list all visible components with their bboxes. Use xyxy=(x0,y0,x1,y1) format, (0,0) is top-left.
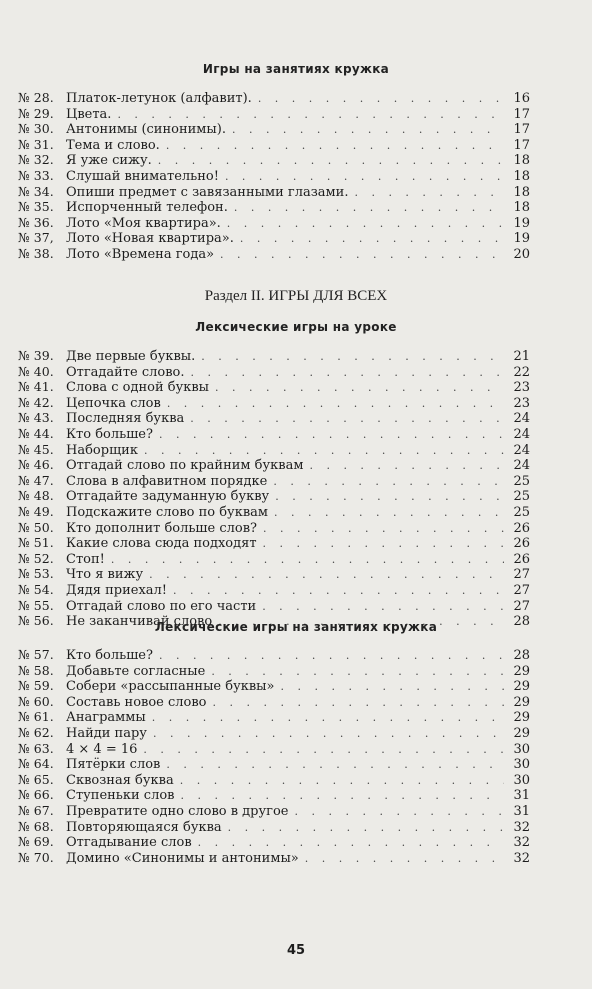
toc-list-club-games xyxy=(18,90,530,262)
entry-number: № 57. xyxy=(18,647,54,662)
toc-entry xyxy=(18,678,530,694)
toc-entry xyxy=(18,566,530,582)
entry-page-number: 19 xyxy=(513,215,530,231)
toc-entry xyxy=(18,230,530,246)
toc-entry xyxy=(18,364,530,380)
dot-leader xyxy=(153,726,504,742)
entry-number: № 66. xyxy=(18,787,54,803)
section-heading-lesson-games: Лексические игры на уроке xyxy=(195,320,397,334)
entry-title: Опиши предмет с завязанными глазами. xyxy=(66,184,349,200)
entry-title: Найди пару xyxy=(66,725,147,741)
entry-page-number: 26 xyxy=(513,520,530,536)
dot-leader xyxy=(117,107,504,123)
dot-leader xyxy=(215,380,504,396)
toc-entry xyxy=(18,488,530,504)
dot-leader xyxy=(111,552,504,568)
entry-page-number: 24 xyxy=(513,442,530,458)
entry-number: № 49. xyxy=(18,503,54,519)
entry-title: Цепочка слов xyxy=(66,395,161,411)
dot-leader xyxy=(275,489,504,505)
entry-number: № 70. xyxy=(18,849,54,865)
entry-number: № 67. xyxy=(18,802,54,818)
entry-page-number: 27 xyxy=(513,567,530,583)
entry-number: № 45. xyxy=(18,441,54,457)
dot-leader xyxy=(166,757,504,773)
dot-leader xyxy=(190,411,504,427)
entry-title: Отгадай слово по крайним буквам xyxy=(66,458,304,474)
section-heading-club-games: Игры на занятиях кружка xyxy=(202,62,390,76)
entry-number: № 48. xyxy=(18,488,54,504)
dot-leader xyxy=(149,567,504,583)
entry-page-number: 31 xyxy=(513,803,530,819)
entry-title: Испорченный телефон. xyxy=(66,200,228,216)
toc-list-lexical-club-games xyxy=(18,647,530,865)
entry-number: № 52. xyxy=(18,550,54,566)
entry-title: Наборщик xyxy=(66,442,138,458)
section-heading-lexical-club-games: Лексические игры на занятиях кружка xyxy=(154,620,438,634)
toc-entry xyxy=(18,787,530,803)
entry-title: Кто дополнит больше слов? xyxy=(66,520,258,536)
entry-number: № 35. xyxy=(18,199,54,215)
entry-title: Не заканчивай слово xyxy=(66,614,213,630)
dot-leader xyxy=(354,185,504,201)
entry-title: Домино «Синонимы и антонимы» xyxy=(66,850,299,866)
entry-number: № 47. xyxy=(18,472,54,488)
dot-leader xyxy=(198,835,504,851)
entry-page-number: 19 xyxy=(513,231,530,247)
entry-number: № 50. xyxy=(18,519,54,535)
toc-entry xyxy=(18,442,530,458)
entry-page-number: 25 xyxy=(513,473,530,489)
entry-title: Подскажите слово по буквам xyxy=(66,504,269,520)
dot-leader xyxy=(294,804,504,820)
entry-number: № 39. xyxy=(18,348,54,363)
dot-leader xyxy=(143,742,504,758)
toc-entry xyxy=(18,457,530,473)
entry-title: Анаграммы xyxy=(66,710,146,726)
entry-number: № 36. xyxy=(18,214,54,230)
entry-number: № 56. xyxy=(18,613,54,629)
entry-page-number: 26 xyxy=(513,536,530,552)
toc-entry xyxy=(18,850,530,866)
entry-title: Лото «Новая квартира». xyxy=(66,231,234,247)
entry-title: Что я вижу xyxy=(66,567,144,583)
dot-leader xyxy=(211,664,504,680)
entry-title: Кто больше? xyxy=(66,648,153,663)
entry-title: Лото «Моя квартира». xyxy=(66,215,221,231)
entry-title: Платок-летунок (алфавит). xyxy=(66,91,252,106)
entry-page-number: 30 xyxy=(513,741,530,757)
toc-entry xyxy=(18,756,530,772)
entry-number: № 38. xyxy=(18,245,54,261)
dot-leader xyxy=(309,458,504,474)
entry-page-number: 25 xyxy=(513,504,530,520)
toc-list-lesson-games xyxy=(18,348,530,629)
entry-title: Слова с одной буквы xyxy=(66,380,210,396)
toc-entry xyxy=(18,772,530,788)
toc-entry xyxy=(18,121,530,137)
entry-page-number: 24 xyxy=(513,411,530,427)
dot-leader xyxy=(273,474,504,490)
toc-entry xyxy=(18,379,530,395)
entry-page-number: 22 xyxy=(513,364,530,380)
toc-entry xyxy=(18,551,530,567)
toc-entry xyxy=(18,473,530,489)
toc-entry xyxy=(18,348,530,364)
entry-title: Отгадай слово по его части xyxy=(66,598,257,614)
toc-entry xyxy=(18,709,530,725)
toc-entry xyxy=(18,694,530,710)
toc-entry xyxy=(18,410,530,426)
entry-number: № 33. xyxy=(18,167,54,183)
entry-page-number: 29 xyxy=(513,725,530,741)
entry-number: № 58. xyxy=(18,662,54,678)
entry-title: Отгадайте слово. xyxy=(66,364,185,380)
dot-leader xyxy=(180,773,504,789)
dot-leader xyxy=(263,536,504,552)
entry-title: Собери «рассыпанные буквы» xyxy=(66,679,275,695)
entry-number: № 28. xyxy=(18,90,54,105)
toc-entry xyxy=(18,520,530,536)
toc-entry xyxy=(18,598,530,614)
entry-page-number: 26 xyxy=(513,551,530,567)
dot-leader xyxy=(258,91,504,107)
dot-leader xyxy=(227,216,504,232)
entry-page-number: 32 xyxy=(513,819,530,835)
entry-number: № 43. xyxy=(18,410,54,426)
dot-leader xyxy=(213,695,505,711)
entry-page-number: 18 xyxy=(513,153,530,169)
toc-entry xyxy=(18,647,530,663)
entry-title: Дядя приехал! xyxy=(66,582,168,598)
entry-page-number: 29 xyxy=(513,694,530,710)
entry-number: № 34. xyxy=(18,183,54,199)
entry-title: Слушай внимательно! xyxy=(66,168,219,184)
part-title: Раздел II. ИГРЫ ДЛЯ ВСЕХ xyxy=(204,288,388,304)
dot-leader xyxy=(158,153,504,169)
entry-page-number: 24 xyxy=(513,426,530,442)
entry-page-number: 27 xyxy=(513,582,530,598)
entry-number: № 64. xyxy=(18,756,54,772)
dot-leader xyxy=(181,788,505,804)
page-number: 45 xyxy=(286,943,306,958)
toc-entry xyxy=(18,395,530,411)
entry-title: Слова в алфавитном порядке xyxy=(66,473,268,489)
entry-title: Последняя буква xyxy=(66,411,185,427)
toc-entry xyxy=(18,504,530,520)
entry-page-number: 30 xyxy=(513,772,530,788)
toc-entry xyxy=(18,426,530,442)
entry-title: Тема и слово. xyxy=(66,137,160,153)
dot-leader xyxy=(144,443,504,459)
entry-title: Цвета. xyxy=(66,106,112,122)
entry-page-number: 17 xyxy=(513,137,530,153)
entry-title: Пятёрки слов xyxy=(66,757,161,773)
entry-page-number: 17 xyxy=(513,106,530,122)
entry-number: № 30. xyxy=(18,121,54,137)
dot-leader xyxy=(225,169,504,185)
entry-number: № 59. xyxy=(18,678,54,694)
entry-page-number: 17 xyxy=(513,122,530,138)
entry-number: № 32. xyxy=(18,152,54,168)
toc-entry xyxy=(18,199,530,215)
toc-entry xyxy=(18,137,530,153)
entry-number: № 42. xyxy=(18,394,54,410)
entry-number: № 68. xyxy=(18,818,54,834)
toc-entry xyxy=(18,803,530,819)
entry-number: № 65. xyxy=(18,771,54,787)
entry-number: № 61. xyxy=(18,709,54,725)
entry-number: № 31. xyxy=(18,136,54,152)
dot-leader xyxy=(159,648,504,664)
dot-leader xyxy=(167,396,504,412)
entry-page-number: 21 xyxy=(513,349,530,364)
dot-leader xyxy=(159,427,504,443)
entry-number: № 41. xyxy=(18,379,54,395)
toc-entry xyxy=(18,535,530,551)
toc-entry xyxy=(18,663,530,679)
dot-leader xyxy=(305,851,504,867)
toc-entry xyxy=(18,725,530,741)
entry-page-number: 28 xyxy=(513,614,530,630)
entry-title: Добавьте согласные xyxy=(66,663,206,679)
entry-page-number: 20 xyxy=(513,246,530,262)
entry-title: 4 × 4 = 16 xyxy=(66,741,138,757)
toc-entry xyxy=(18,215,530,231)
entry-page-number: 18 xyxy=(513,200,530,216)
entry-title: Составь новое слово xyxy=(66,694,207,710)
entry-number: № 51. xyxy=(18,535,54,551)
dot-leader xyxy=(240,231,504,247)
entry-page-number: 23 xyxy=(513,380,530,396)
entry-page-number: 18 xyxy=(513,168,530,184)
entry-number: № 54. xyxy=(18,581,54,597)
dot-leader xyxy=(232,122,504,138)
toc-entry xyxy=(18,246,530,262)
entry-page-number: 24 xyxy=(513,458,530,474)
entry-number: № 46. xyxy=(18,457,54,473)
entry-number: № 37, xyxy=(18,230,54,246)
entry-title: Кто больше? xyxy=(66,426,153,442)
toc-entry xyxy=(18,819,530,835)
toc-entry xyxy=(18,152,530,168)
entry-number: № 53. xyxy=(18,566,54,582)
entry-title: Антонимы (синонимы). xyxy=(66,122,226,138)
entry-number: № 55. xyxy=(18,597,54,613)
dot-leader xyxy=(220,247,504,263)
entry-page-number: 30 xyxy=(513,757,530,773)
dot-leader xyxy=(274,505,504,521)
entry-title: Отгадывание слов xyxy=(66,835,192,851)
dot-leader xyxy=(234,200,504,216)
entry-number: № 40. xyxy=(18,363,54,379)
toc-entry xyxy=(18,90,530,106)
dot-leader xyxy=(201,349,504,365)
entry-title: Превратите одно слово в другое xyxy=(66,803,289,819)
toc-entry xyxy=(18,106,530,122)
entry-page-number: 28 xyxy=(513,648,530,663)
toc-entry xyxy=(18,834,530,850)
entry-title: Сквозная буква xyxy=(66,772,174,788)
entry-title: Ступеньки слов xyxy=(66,788,175,804)
toc-entry xyxy=(18,582,530,598)
dot-leader xyxy=(152,710,504,726)
entry-page-number: 16 xyxy=(513,91,530,106)
entry-title: Отгадайте задуманную букву xyxy=(66,489,270,505)
entry-page-number: 25 xyxy=(513,489,530,505)
entry-page-number: 29 xyxy=(513,663,530,679)
entry-page-number: 18 xyxy=(513,184,530,200)
entry-page-number: 32 xyxy=(513,850,530,866)
entry-number: № 60. xyxy=(18,693,54,709)
dot-leader xyxy=(262,599,504,615)
entry-title: Повторяющаяся буква xyxy=(66,819,222,835)
entry-number: № 44. xyxy=(18,425,54,441)
dot-leader xyxy=(166,138,504,154)
entry-title: Какие слова сюда подходят xyxy=(66,536,257,552)
entry-page-number: 31 xyxy=(513,788,530,804)
toc-entry xyxy=(18,741,530,757)
entry-title: Стоп! xyxy=(66,551,105,567)
toc-entry xyxy=(18,184,530,200)
dot-leader xyxy=(191,365,505,381)
dot-leader xyxy=(263,521,504,537)
entry-page-number: 27 xyxy=(513,598,530,614)
toc-entry xyxy=(18,168,530,184)
entry-page-number: 29 xyxy=(513,710,530,726)
dot-leader xyxy=(173,583,504,599)
dot-leader xyxy=(228,820,504,836)
entry-page-number: 29 xyxy=(513,679,530,695)
entry-number: № 69. xyxy=(18,834,54,850)
entry-title: Две первые буквы. xyxy=(66,349,196,364)
entry-page-number: 32 xyxy=(513,835,530,851)
entry-title: Я уже сижу. xyxy=(66,153,152,169)
dot-leader xyxy=(280,679,504,695)
entry-number: № 63. xyxy=(18,740,54,756)
entry-number: № 62. xyxy=(18,724,54,740)
entry-title: Лото «Времена года» xyxy=(66,246,215,262)
entry-page-number: 23 xyxy=(513,395,530,411)
entry-number: № 29. xyxy=(18,105,54,121)
